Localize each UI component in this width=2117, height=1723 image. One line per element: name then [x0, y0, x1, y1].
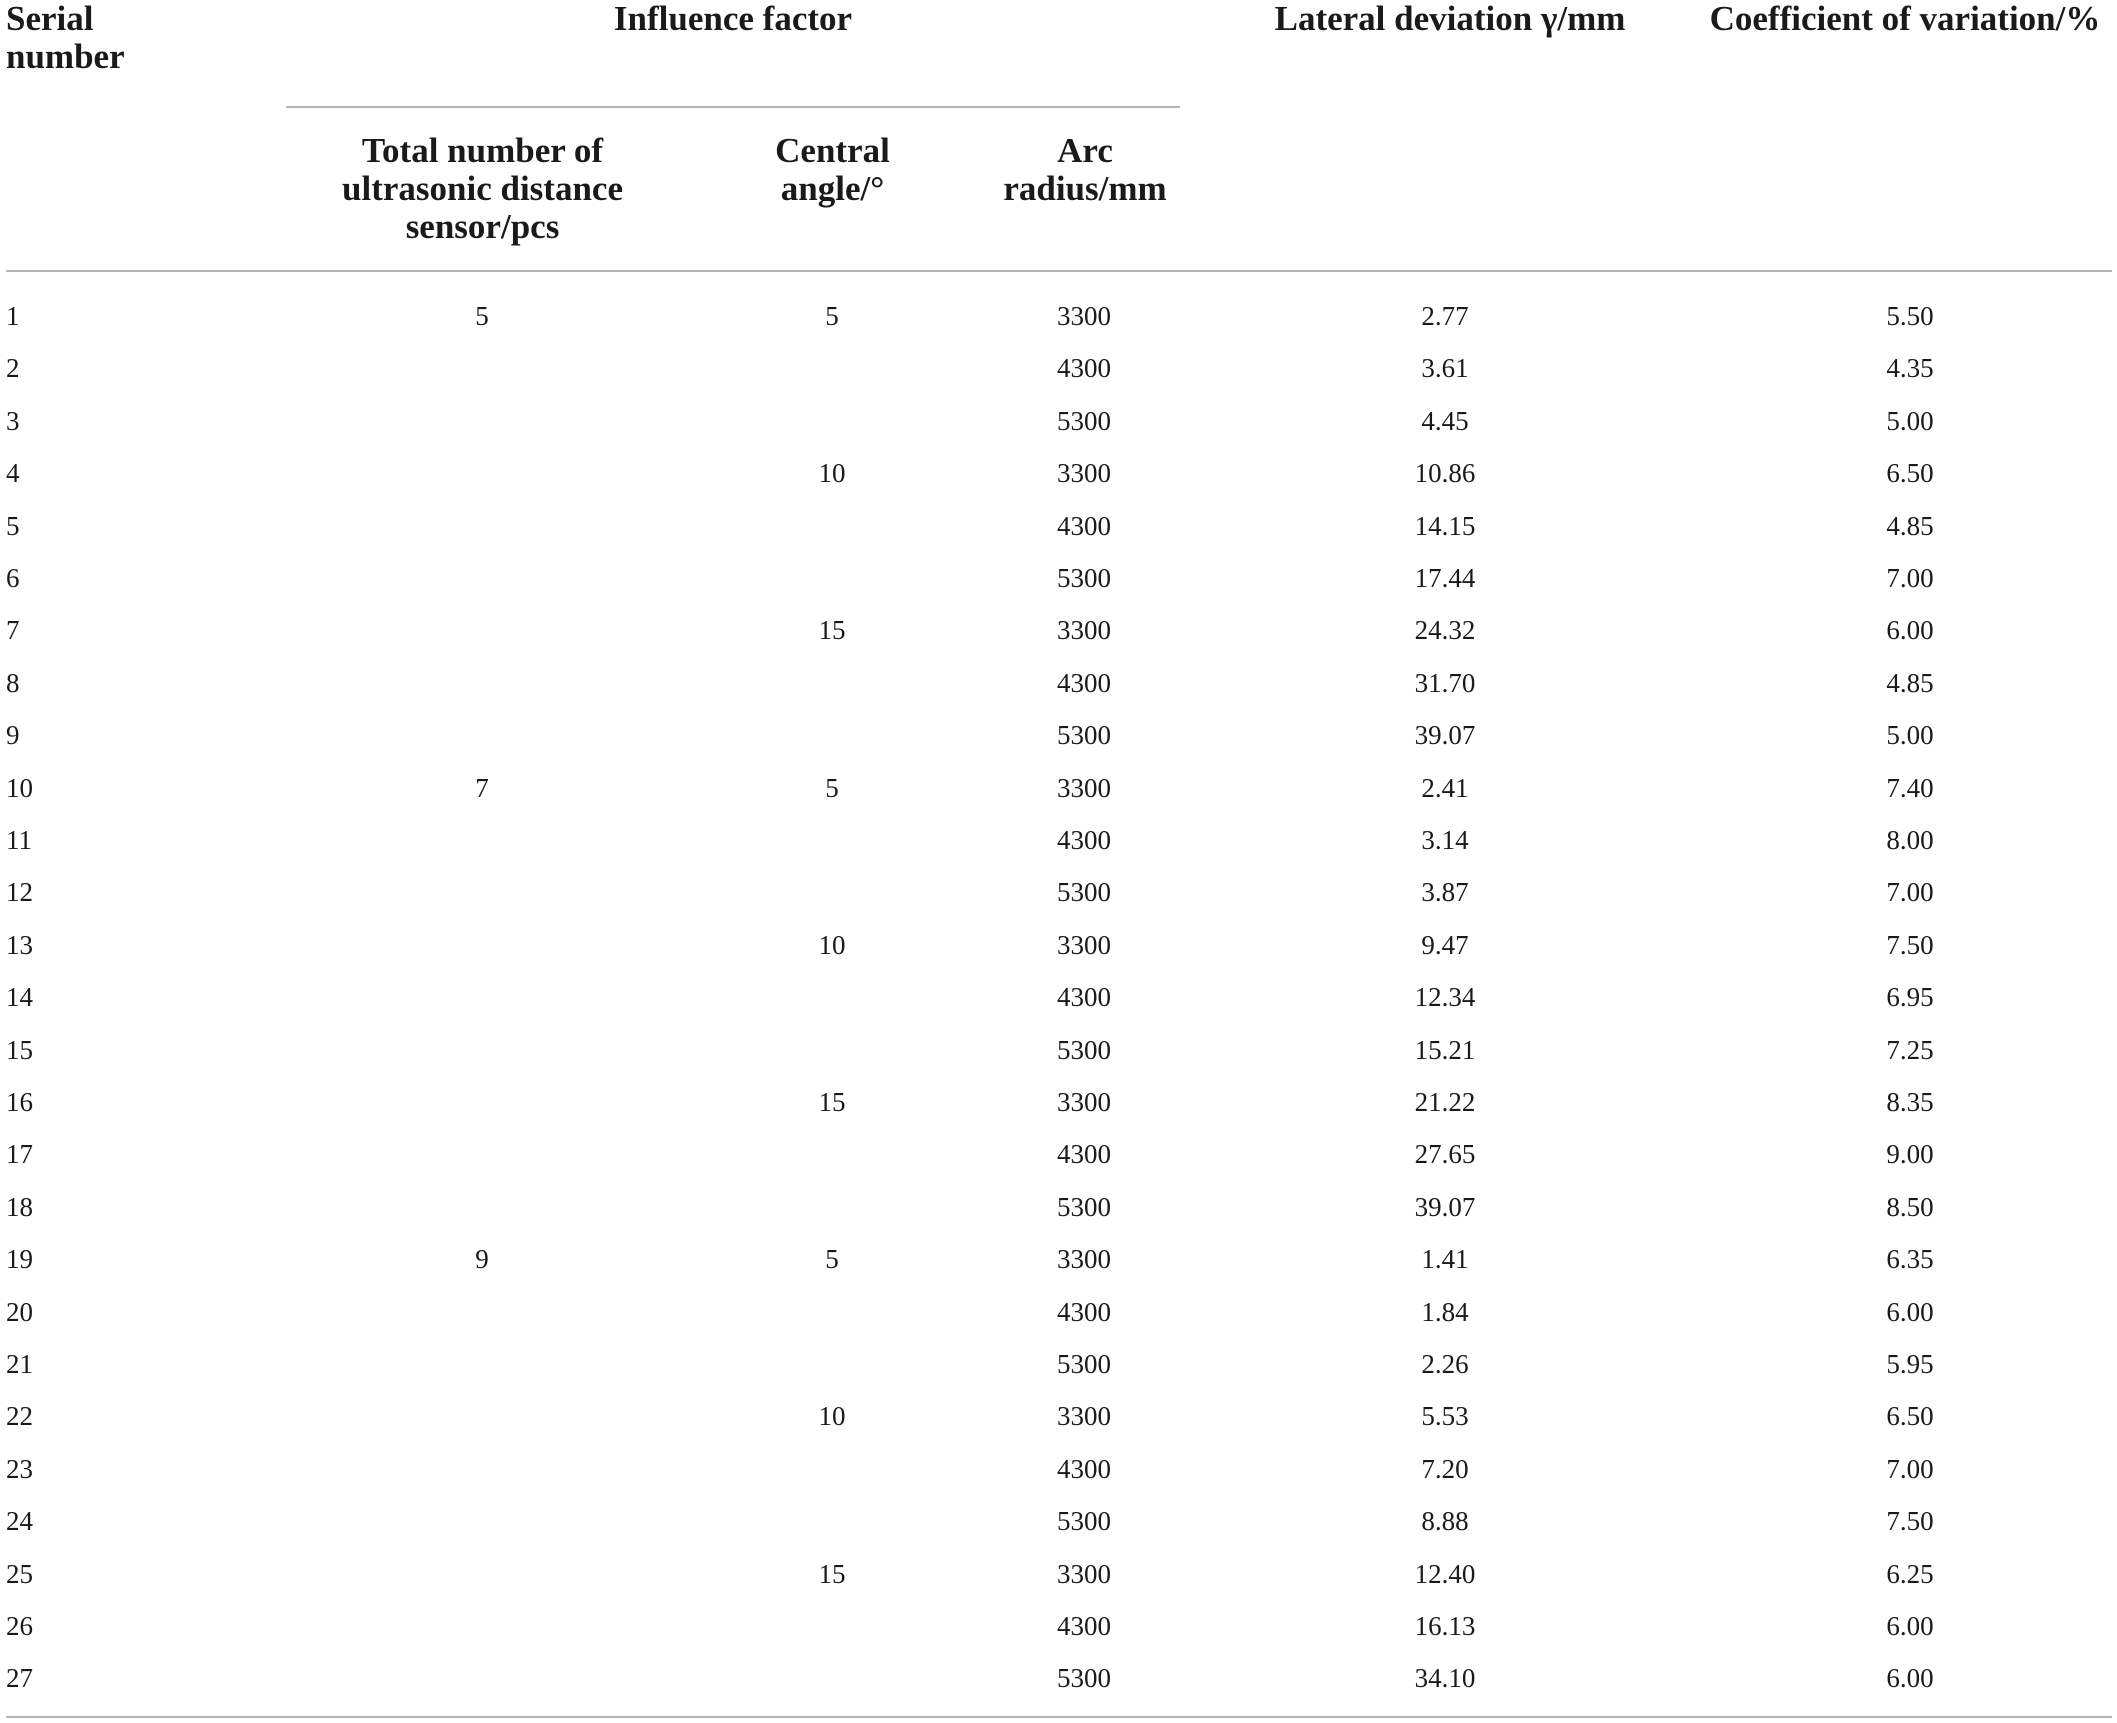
cell-angle: 15 — [818, 615, 846, 645]
cell-deviation: 17.44 — [1414, 563, 1476, 593]
cell-serial: 14 — [6, 982, 33, 1012]
cell-radius: 5300 — [1057, 1663, 1111, 1693]
cell-radius: 3300 — [1057, 458, 1111, 488]
cell-radius: 3300 — [1057, 930, 1111, 960]
cell-deviation: 12.34 — [1414, 982, 1476, 1012]
cell-serial: 16 — [6, 1087, 33, 1117]
cell-serial: 8 — [6, 668, 20, 698]
cell-cv: 9.00 — [1886, 1139, 1934, 1169]
cell-cv: 6.00 — [1886, 1663, 1934, 1693]
cell-cv: 8.00 — [1886, 825, 1934, 855]
cell-sensors: 5 — [475, 301, 489, 331]
cell-deviation: 24.32 — [1414, 615, 1476, 645]
cell-angle: 5 — [825, 773, 839, 803]
cell-radius: 4300 — [1057, 511, 1111, 541]
header-arc-radius: Arc radius/mm — [1003, 131, 1167, 208]
cell-radius: 5300 — [1057, 1192, 1111, 1222]
cell-deviation: 14.15 — [1414, 511, 1476, 541]
cell-serial: 1 — [6, 301, 20, 331]
cell-radius: 4300 — [1057, 1139, 1111, 1169]
cell-serial: 6 — [6, 563, 20, 593]
header-central-angle: Central angle/° — [775, 131, 890, 208]
cell-radius: 5300 — [1057, 406, 1111, 436]
cell-deviation: 39.07 — [1414, 720, 1476, 750]
cell-serial: 19 — [6, 1244, 33, 1274]
cell-radius: 5300 — [1057, 1035, 1111, 1065]
cell-radius: 3300 — [1057, 773, 1111, 803]
cell-radius: 3300 — [1057, 1244, 1111, 1274]
cell-deviation: 7.20 — [1421, 1454, 1469, 1484]
influence-factor-underline — [286, 106, 1180, 108]
cell-deviation: 3.14 — [1421, 825, 1469, 855]
cell-cv: 5.95 — [1886, 1349, 1934, 1379]
cell-deviation: 1.84 — [1421, 1297, 1469, 1327]
cell-cv: 7.00 — [1886, 1454, 1934, 1484]
cell-cv: 6.25 — [1886, 1559, 1934, 1589]
cell-serial: 3 — [6, 406, 20, 436]
cell-cv: 5.00 — [1886, 406, 1934, 436]
cell-cv: 6.95 — [1886, 982, 1934, 1012]
cell-angle: 5 — [825, 1244, 839, 1274]
cell-deviation: 39.07 — [1414, 1192, 1476, 1222]
cell-deviation: 2.26 — [1421, 1349, 1469, 1379]
cell-cv: 8.50 — [1886, 1192, 1934, 1222]
cell-deviation: 2.41 — [1421, 773, 1469, 803]
cell-radius: 4300 — [1057, 1297, 1111, 1327]
cell-deviation: 16.13 — [1414, 1611, 1476, 1641]
cell-serial: 23 — [6, 1454, 33, 1484]
cell-serial: 15 — [6, 1035, 33, 1065]
cell-serial: 7 — [6, 615, 20, 645]
cell-cv: 7.00 — [1886, 877, 1934, 907]
cell-deviation: 5.53 — [1421, 1401, 1469, 1431]
cell-cv: 8.35 — [1886, 1087, 1934, 1117]
cell-radius: 5300 — [1057, 720, 1111, 750]
cell-cv: 7.50 — [1886, 1506, 1934, 1536]
cell-cv: 7.00 — [1886, 563, 1934, 593]
cell-serial: 22 — [6, 1401, 33, 1431]
cell-deviation: 3.61 — [1421, 353, 1469, 383]
cell-serial: 2 — [6, 353, 20, 383]
cell-serial: 20 — [6, 1297, 33, 1327]
cell-deviation: 2.77 — [1421, 301, 1469, 331]
cell-radius: 3300 — [1057, 1087, 1111, 1117]
cell-sensors: 7 — [475, 773, 489, 803]
cell-radius: 5300 — [1057, 1349, 1111, 1379]
cell-cv: 6.00 — [1886, 615, 1934, 645]
header-lateral-deviation: Lateral deviation γ/mm — [1274, 0, 1626, 38]
cell-serial: 10 — [6, 773, 33, 803]
cell-radius: 5300 — [1057, 563, 1111, 593]
cell-angle: 10 — [818, 458, 846, 488]
cell-cv: 7.40 — [1886, 773, 1934, 803]
cell-cv: 5.50 — [1886, 301, 1934, 331]
cell-serial: 26 — [6, 1611, 33, 1641]
cell-serial: 5 — [6, 511, 20, 541]
cell-cv: 4.35 — [1886, 353, 1934, 383]
cell-serial: 25 — [6, 1559, 33, 1589]
cell-deviation: 4.45 — [1421, 406, 1469, 436]
cell-cv: 6.00 — [1886, 1297, 1934, 1327]
cell-deviation: 31.70 — [1414, 668, 1476, 698]
header-bottom-rule — [6, 270, 2112, 272]
cell-cv: 7.50 — [1886, 930, 1934, 960]
cell-serial: 13 — [6, 930, 33, 960]
cell-radius: 4300 — [1057, 668, 1111, 698]
cell-cv: 4.85 — [1886, 668, 1934, 698]
cell-deviation: 15.21 — [1414, 1035, 1476, 1065]
cell-deviation: 8.88 — [1421, 1506, 1469, 1536]
cell-cv: 6.00 — [1886, 1611, 1934, 1641]
header-total-sensors: Total number of ultrasonic distance sensor/pcs — [342, 131, 623, 246]
header-influence-factor: Influence factor — [613, 0, 853, 38]
cell-serial: 24 — [6, 1506, 33, 1536]
cell-radius: 5300 — [1057, 1506, 1111, 1536]
cell-radius: 4300 — [1057, 353, 1111, 383]
cell-serial: 4 — [6, 458, 20, 488]
cell-deviation: 21.22 — [1414, 1087, 1476, 1117]
cell-serial: 27 — [6, 1663, 33, 1693]
table-bottom-rule — [6, 1716, 2112, 1718]
cell-cv: 5.00 — [1886, 720, 1934, 750]
cell-deviation: 34.10 — [1414, 1663, 1476, 1693]
cell-angle: 10 — [818, 1401, 846, 1431]
cell-sensors: 9 — [475, 1244, 489, 1274]
cell-cv: 4.85 — [1886, 511, 1934, 541]
cell-deviation: 27.65 — [1414, 1139, 1476, 1169]
cell-cv: 6.35 — [1886, 1244, 1934, 1274]
cell-angle: 5 — [825, 301, 839, 331]
cell-cv: 7.25 — [1886, 1035, 1934, 1065]
header-coefficient-of-variation: Coefficient of variation/% — [1709, 0, 2101, 38]
cell-radius: 3300 — [1057, 615, 1111, 645]
cell-radius: 4300 — [1057, 825, 1111, 855]
cell-deviation: 1.41 — [1421, 1244, 1469, 1274]
cell-deviation: 9.47 — [1421, 930, 1469, 960]
cell-deviation: 10.86 — [1414, 458, 1476, 488]
cell-angle: 15 — [818, 1087, 846, 1117]
cell-angle: 10 — [818, 930, 846, 960]
cell-radius: 3300 — [1057, 1401, 1111, 1431]
cell-angle: 15 — [818, 1559, 846, 1589]
cell-deviation: 12.40 — [1414, 1559, 1476, 1589]
cell-serial: 17 — [6, 1139, 33, 1169]
cell-serial: 21 — [6, 1349, 33, 1379]
cell-radius: 5300 — [1057, 877, 1111, 907]
header-serial-number: Serial number — [6, 0, 125, 76]
cell-serial: 18 — [6, 1192, 33, 1222]
cell-radius: 3300 — [1057, 1559, 1111, 1589]
cell-serial: 12 — [6, 877, 33, 907]
cell-radius: 3300 — [1057, 301, 1111, 331]
cell-cv: 6.50 — [1886, 1401, 1934, 1431]
cell-deviation: 3.87 — [1421, 877, 1469, 907]
cell-radius: 4300 — [1057, 1611, 1111, 1641]
cell-radius: 4300 — [1057, 1454, 1111, 1484]
cell-serial: 9 — [6, 720, 20, 750]
cell-serial: 11 — [6, 825, 32, 855]
cell-radius: 4300 — [1057, 982, 1111, 1012]
cell-cv: 6.50 — [1886, 458, 1934, 488]
